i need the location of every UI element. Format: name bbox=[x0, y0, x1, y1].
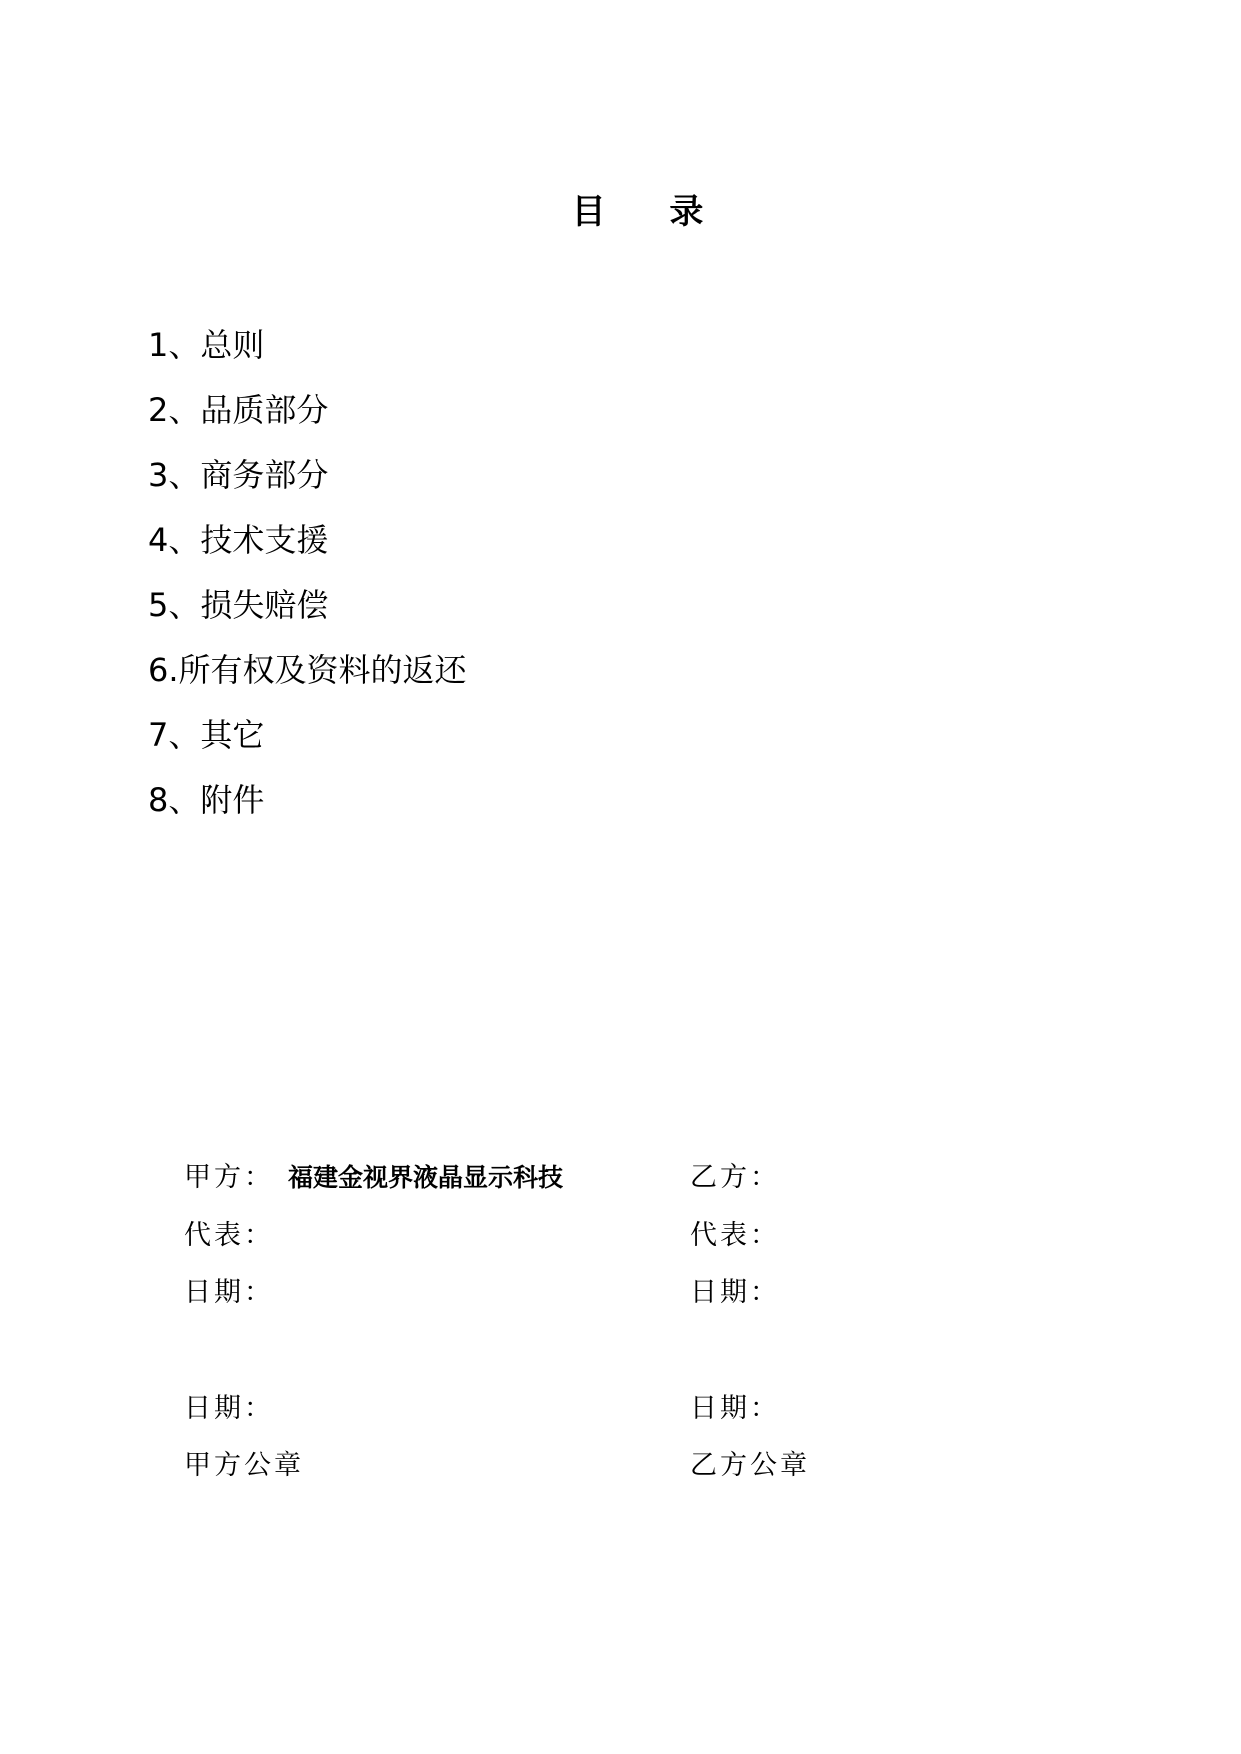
toc-item-3: 3、商务部分 bbox=[148, 456, 329, 494]
party-b-seal bbox=[690, 1450, 810, 1482]
party-b-row bbox=[690, 1162, 780, 1194]
party-b-date-1 bbox=[690, 1277, 780, 1309]
toc-item-7: 7、其它 bbox=[148, 716, 265, 754]
party-b-label: 乙方： bbox=[690, 1162, 780, 1193]
party-a-seal-label: 甲方公章 bbox=[184, 1450, 304, 1481]
party-b-seal-label: 乙方公章 bbox=[690, 1450, 810, 1481]
party-b-date-2-label: 日期： bbox=[690, 1393, 780, 1424]
party-a-name: 福建金视界液晶显示科技 bbox=[288, 1163, 564, 1192]
party-a-label: 甲方： bbox=[184, 1162, 274, 1193]
party-a-date-1-label: 日期： bbox=[184, 1277, 274, 1308]
toc-item-6: 6.所有权及资料的返还 bbox=[148, 651, 467, 689]
party-a-date-2 bbox=[184, 1393, 274, 1425]
toc-item-5: 5、损失赔偿 bbox=[148, 586, 329, 624]
toc-item-1: 1、总则 bbox=[148, 326, 265, 364]
party-a-rep-label: 代表： bbox=[184, 1220, 274, 1251]
party-a-seal bbox=[184, 1450, 304, 1482]
party-b-representative bbox=[690, 1220, 780, 1252]
party-a-date-2-label: 日期： bbox=[184, 1393, 274, 1424]
toc-item-4: 4、技术支援 bbox=[148, 521, 329, 559]
toc-item-8: 8、附件 bbox=[148, 781, 265, 819]
party-a-representative bbox=[184, 1220, 274, 1252]
toc-item-2: 2、品质部分 bbox=[148, 391, 329, 429]
party-b-date-2 bbox=[690, 1393, 780, 1425]
party-a-row bbox=[184, 1162, 563, 1194]
toc-title: 目 录 bbox=[571, 192, 730, 232]
party-b-date-1-label: 日期： bbox=[690, 1277, 780, 1308]
party-b-rep-label: 代表： bbox=[690, 1220, 780, 1251]
party-a-date-1 bbox=[184, 1277, 274, 1309]
